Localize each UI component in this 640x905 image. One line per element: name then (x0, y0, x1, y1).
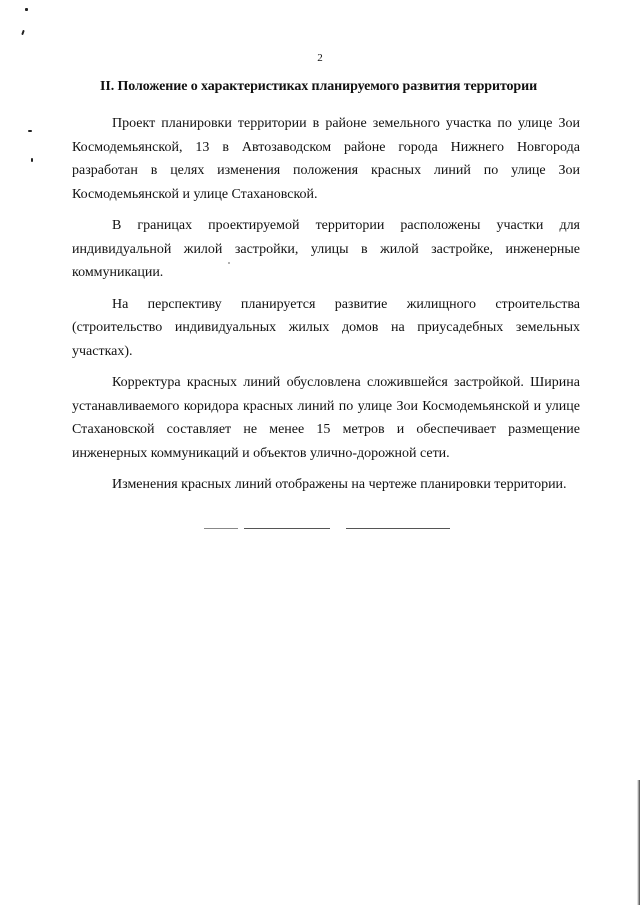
paragraph: Корректура красных линий обусловлена сложившейся застройкой. Ширина устанавливаемого коридора красных линий по улице Зои Космодемьянской и улице Стахановской составляет не менее 15 метров и обеспечивает размещение инженерных коммуникаций и объектов улично-дорожной сети. (72, 375, 580, 461)
scan-artifact (25, 8, 28, 11)
separator-line (346, 528, 450, 529)
scan-artifact (31, 158, 33, 162)
separator-line (204, 528, 238, 529)
separator-line (244, 528, 330, 529)
paragraph: На перспективу планируется развитие жилищного строительства (строительство индивидуальных жилых домов на приусадебных земельных участках). (72, 296, 580, 359)
document-body (72, 112, 580, 497)
section-heading: II. Положение о характеристиках планируемого развития территории (100, 79, 538, 94)
scan-artifact (28, 130, 32, 132)
paragraph: Проект планировки территории в районе земельного участка по улице Зои Космодемьянской, 13 в Автозаводском районе города Нижнего Новгорода разработан в целях изменения положения красных линий по улице Зои Космодемьянской и улице Стахановской. (72, 116, 580, 202)
paragraph: Изменения красных линий отображены на чертеже планировки территории. (112, 477, 567, 492)
paragraph: В границах проектируемой территории расположены участки для индивидуальной жилой застройки, улицы в жилой застройке, инженерные коммуникации. (72, 218, 580, 280)
scan-artifact (21, 30, 25, 35)
page-number: 2 (317, 52, 323, 64)
